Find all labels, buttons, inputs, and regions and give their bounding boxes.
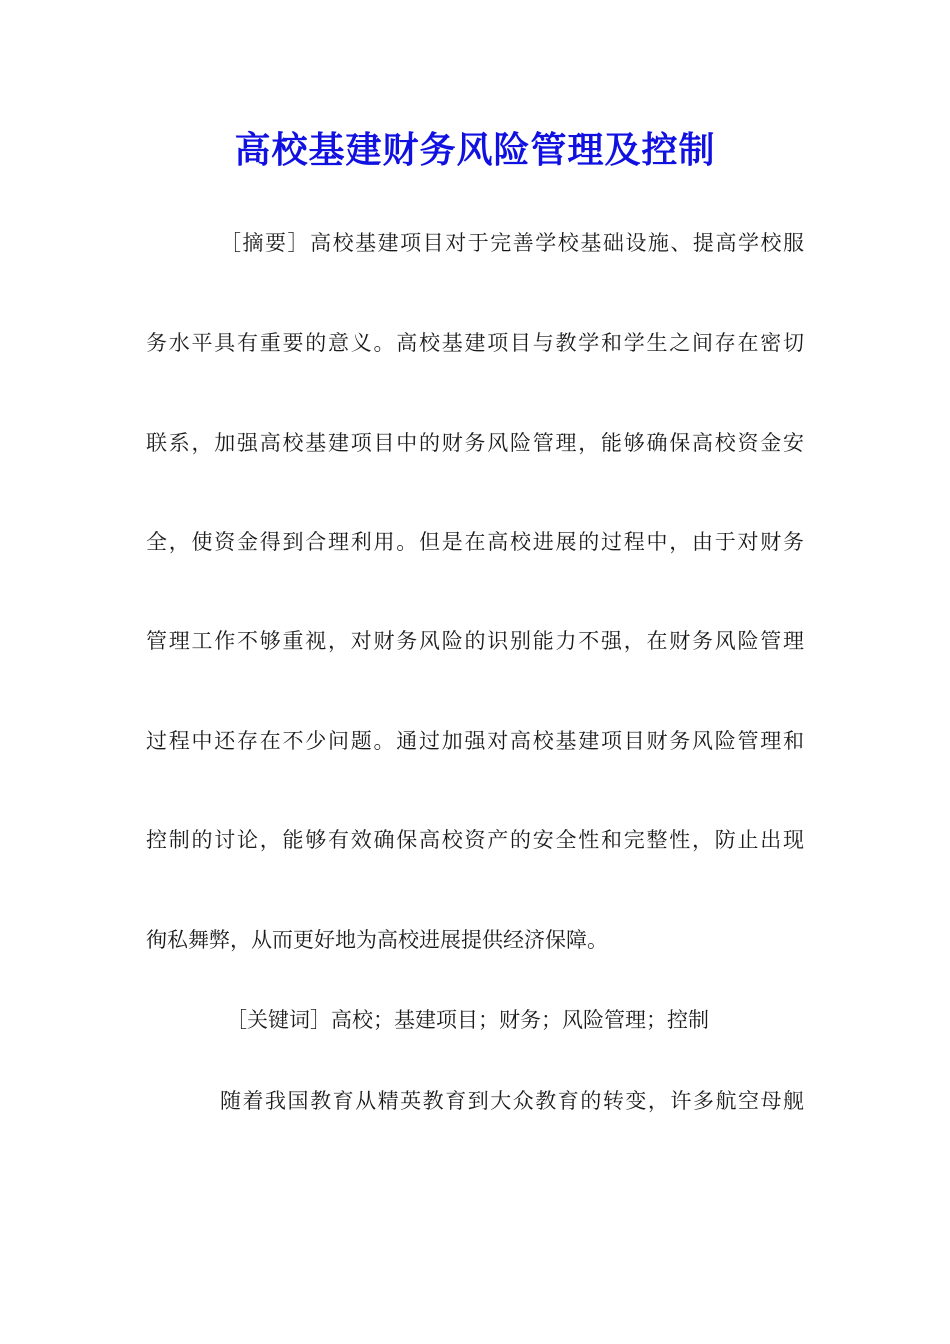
abstract-line-3: 联系，加强高校基建项目中的财务风险管理，能够确保高校资金安 xyxy=(146,431,804,455)
keywords-line: ［关键词］高校；基建项目；财务；风险管理；控制 xyxy=(226,1008,709,1032)
abstract-line-2: 务水平具有重要的意义。高校基建项目与教学和学生之间存在密切 xyxy=(146,331,804,355)
abstract-line-8: 徇私舞弊，从而更好地为高校进展提供经济保障。 xyxy=(146,928,608,952)
abstract-line-7: 控制的讨论，能够有效确保高校资产的安全性和完整性，防止出现 xyxy=(146,828,804,852)
abstract-line-5: 管理工作不够重视，对财务风险的识别能力不强，在财务风险管理 xyxy=(146,629,804,653)
document-title: 高校基建财务风险管理及控制 xyxy=(234,129,716,171)
body-paragraph-line-1: 随着我国教育从精英教育到大众教育的转变，许多航空母舰 xyxy=(220,1089,804,1113)
abstract-line-1: ［摘要］高校基建项目对于完善学校基础设施、提高学校服 xyxy=(220,231,804,255)
abstract-line-4: 全，使资金得到合理利用。但是在高校进展的过程中，由于对财务 xyxy=(146,530,804,554)
abstract-line-6: 过程中还存在不少问题。通过加强对高校基建项目财务风险管理和 xyxy=(146,729,804,753)
